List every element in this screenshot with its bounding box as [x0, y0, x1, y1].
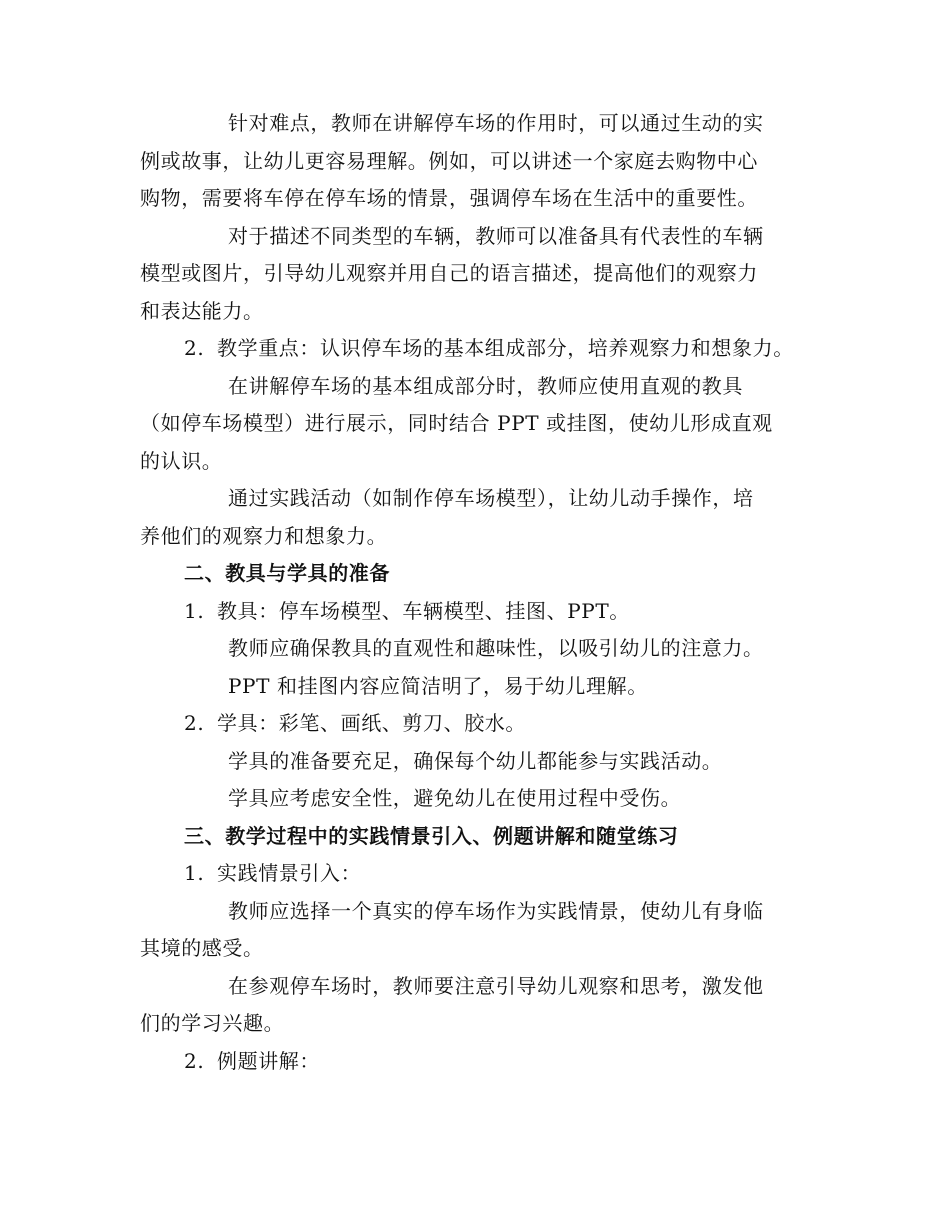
item-text: 教学重点：认识停车场的基本组成部分，培养观察力和想象力。 [217, 336, 794, 360]
item-number: 2. [184, 336, 205, 360]
numbered-item [140, 1043, 820, 1081]
paragraph-line: 针对难点，教师在讲解停车场的作用时，可以通过生动的实 [228, 111, 764, 135]
paragraph-line: 们的学习兴趣。 [140, 1011, 285, 1035]
paragraph-line: 教师应选择一个真实的停车场作为实践情景，使幼儿有身临 [228, 898, 764, 923]
numbered-item [140, 593, 820, 631]
paragraph-line: 对于描述不同类型的车辆，教师可以准备具有代表性的车辆 [228, 223, 764, 248]
paragraph-line: 教师应确保教具的直观性和趣味性，以吸引幼儿的注意力。 [228, 636, 764, 660]
item-number: 1. [184, 861, 205, 885]
paragraph-line: 养他们的观察力和想象力。 [140, 523, 388, 548]
item-text: 实践情景引入： [217, 861, 362, 885]
paragraph-line: 学具的准备要充足，确保每个幼儿都能参与实践活动。 [228, 748, 723, 773]
numbered-item [140, 855, 820, 893]
document-body [140, 105, 820, 1080]
section-heading: 二、教具与学具的准备 [184, 561, 390, 585]
paragraph-line: 在参观停车场时，教师要注意引导幼儿观察和思考，激发他 [228, 973, 764, 998]
paragraph-line: PPT 和挂图内容应简洁明了，易于幼儿理解。 [228, 673, 648, 698]
paragraph-line: 在讲解停车场的基本组成部分时，教师应使用直观的教具 [228, 373, 743, 398]
paragraph-line: 模型或图片，引导幼儿观察并用自己的语言描述，提高他们的观察力 [140, 261, 758, 285]
item-number: 2. [184, 711, 205, 735]
numbered-item [140, 330, 820, 368]
paragraph-line: 购物，需要将车停在停车场的情景，强调停车场在生活中的重要性。 [140, 186, 758, 210]
paragraph-line: 例或故事，让幼儿更容易理解。例如，可以讲述一个家庭去购物中心 [140, 148, 758, 173]
item-number: 2. [184, 1048, 205, 1073]
item-number: 1. [184, 598, 205, 623]
paragraph-line: 的认识。 [140, 448, 223, 473]
section-heading: 三、教学过程中的实践情景引入、例题讲解和随堂练习 [184, 823, 679, 848]
item-text: 例题讲解： [217, 1048, 320, 1073]
item-text: 学具：彩笔、画纸、剪刀、胶水。 [217, 711, 526, 735]
numbered-item [140, 705, 820, 743]
paragraph-line: 学具应考虑安全性，避免幼儿在使用过程中受伤。 [228, 786, 682, 810]
paragraph-line: （如停车场模型）进行展示，同时结合 PPT 或挂图，使幼儿形成直观 [140, 411, 773, 435]
paragraph-line: 其境的感受。 [140, 936, 264, 960]
paragraph-line: 和表达能力。 [140, 298, 264, 323]
item-text: 教具：停车场模型、车辆模型、挂图、PPT。 [217, 598, 630, 623]
paragraph-line: 通过实践活动（如制作停车场模型），让幼儿动手操作，培 [228, 486, 754, 510]
